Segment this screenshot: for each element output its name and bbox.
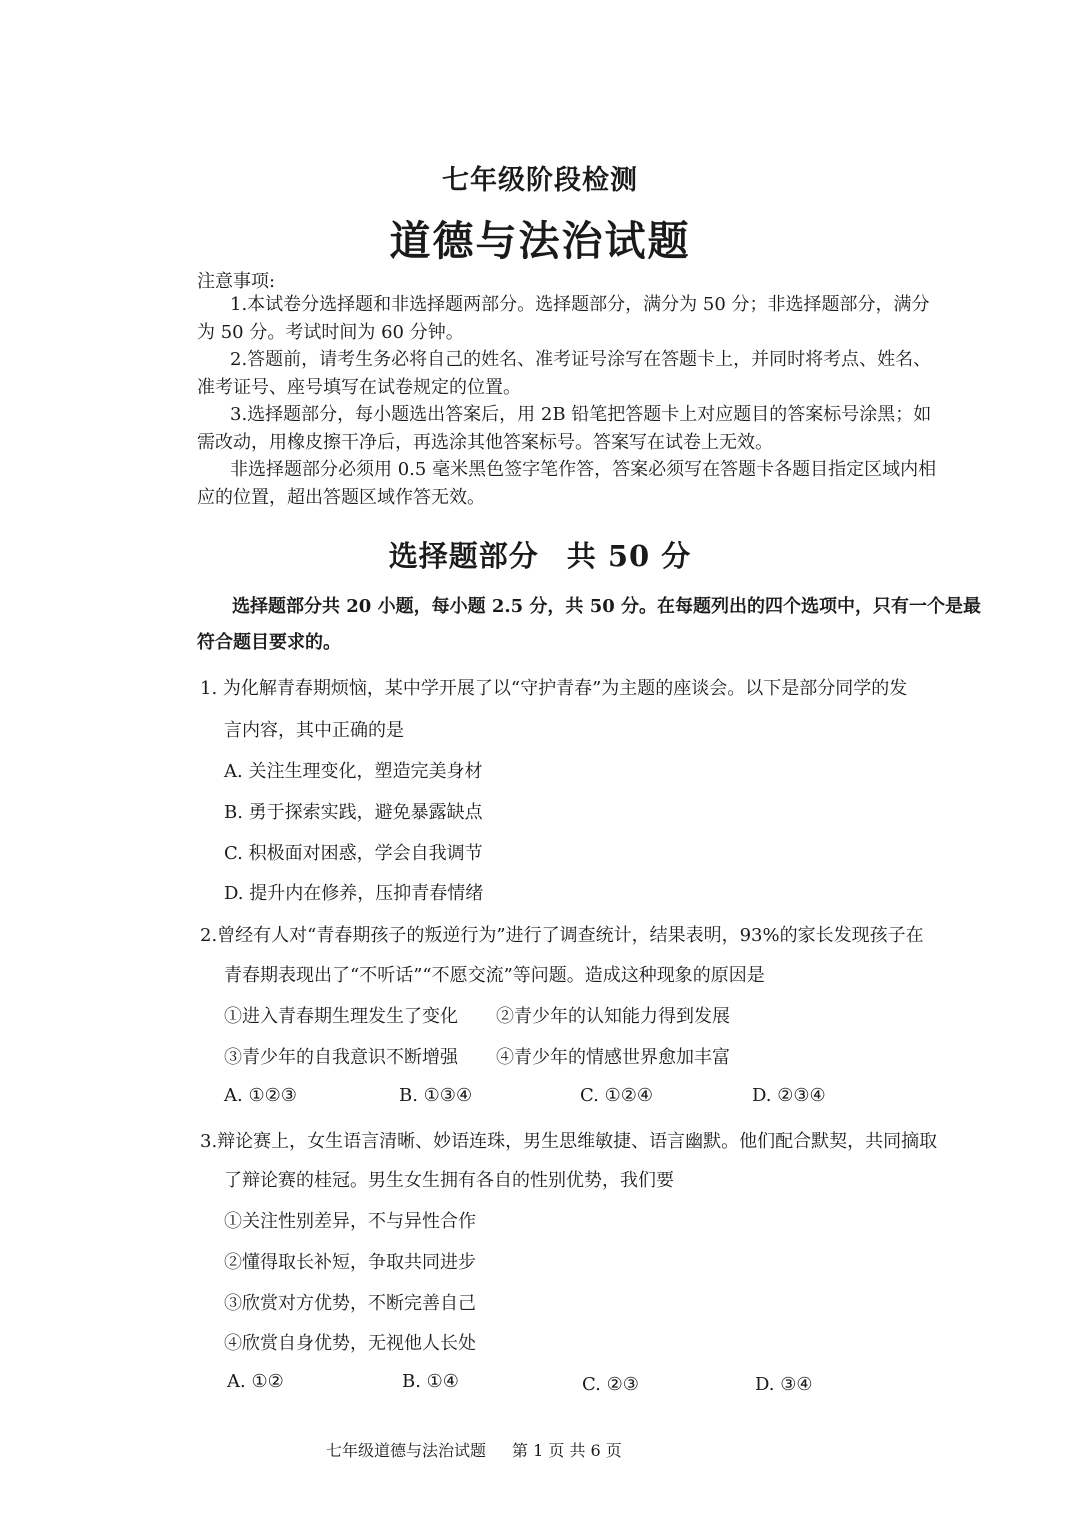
notice-line: 1.本试卷分选择题和非选择题两部分。选择题部分，满分为 50 分；非选择题部分，满分 <box>230 294 930 315</box>
footer-exam-name: 七年级道德与法治试题 <box>326 1441 487 1460</box>
question-2-statement: ③青少年的自我意识不断增强 <box>224 1047 458 1068</box>
notice-line: 准考证号、座号填写在试卷规定的位置。 <box>197 377 521 398</box>
exam-subtitle: 七年级阶段检测 <box>442 165 638 196</box>
question-1-option-b: B. 勇于探索实践，避免暴露缺点 <box>224 802 483 823</box>
section-instruction: 选择题部分共 20 小题，每小题 2.5 分，共 50 分。在每题列出的四个选项中，只有一个是最 <box>232 596 982 617</box>
question-3-statement: ①关注性别差异，不与异性合作 <box>224 1211 476 1232</box>
question-3-option-d: D. ③④ <box>755 1374 813 1395</box>
question-1-option-d: D. 提升内在修养，压抑青春情绪 <box>224 883 484 904</box>
section-instruction: 符合题目要求的。 <box>197 632 341 653</box>
notice-line: 需改动，用橡皮擦干净后，再选涂其他答案标号。答案写在试卷上无效。 <box>197 432 773 453</box>
question-1-option-c: C. 积极面对困惑，学会自我调节 <box>224 843 483 864</box>
question-3-option-c: C. ②③ <box>582 1374 639 1395</box>
notice-heading: 注意事项: <box>197 271 276 292</box>
notice-line: 应的位置，超出答题区域作答无效。 <box>197 487 485 508</box>
footer-page-number: 第 1 页 共 6 页 <box>512 1441 622 1460</box>
question-2-option-d: D. ②③④ <box>752 1085 826 1106</box>
question-1-option-a: A. 关注生理变化，塑造完美身材 <box>224 761 483 782</box>
question-3-statement: ③欣赏对方优势，不断完善自己 <box>224 1293 476 1314</box>
exam-title: 道德与法治试题 <box>389 217 691 265</box>
question-3-option-b: B. ①④ <box>402 1371 459 1392</box>
question-2-stem: 青春期表现出了“不听话”“不愿交流”等问题。造成这种现象的原因是 <box>224 965 765 986</box>
section-title-right: 共 50 分 <box>566 539 692 573</box>
question-1-stem: 言内容，其中正确的是 <box>224 720 404 741</box>
section-title-left: 选择题部分 <box>388 539 539 573</box>
question-2-statement: ①进入青春期生理发生了变化 <box>224 1006 458 1027</box>
question-3-stem: 了辩论赛的桂冠。男生女生拥有各自的性别优势，我们要 <box>224 1170 674 1191</box>
question-3-statement: ④欣赏自身优势，无视他人长处 <box>224 1333 476 1354</box>
notice-line: 3.选择题部分，每小题选出答案后，用 2B 铅笔把答题卡上对应题目的答案标号涂黑；如 <box>230 404 932 425</box>
question-2-option-b: B. ①③④ <box>399 1085 473 1106</box>
notice-line: 非选择题部分必须用 0.5 毫米黑色签字笔作答，答案必须写在答题卡各题目指定区域内相 <box>230 459 937 480</box>
question-3-statement: ②懂得取长补短，争取共同进步 <box>224 1252 476 1273</box>
section-title <box>0 534 1080 575</box>
notice-line: 2.答题前，请考生务必将自己的姓名、准考证号涂写在答题卡上，并同时将考点、姓名、 <box>230 349 932 370</box>
notice-line: 为 50 分。考试时间为 60 分钟。 <box>197 322 464 343</box>
question-2-statement: ④青少年的情感世界愈加丰富 <box>496 1047 730 1068</box>
question-3-stem: 3.辩论赛上，女生语言清晰、妙语连珠，男生思维敏捷、语言幽默。他们配合默契，共同摘取 <box>200 1131 938 1152</box>
question-3-option-a: A. ①② <box>227 1371 284 1392</box>
question-2-option-a: A. ①②③ <box>224 1085 297 1106</box>
question-2-option-c: C. ①②④ <box>580 1085 653 1106</box>
question-2-statement: ②青少年的认知能力得到发展 <box>496 1006 730 1027</box>
question-2-stem: 2.曾经有人对“青春期孩子的叛逆行为”进行了调查统计，结果表明，93%的家长发现孩子在 <box>200 925 924 946</box>
question-1-stem: 1. 为化解青春期烦恼，某中学开展了以“守护青春”为主题的座谈会。以下是部分同学的发 <box>200 678 908 699</box>
